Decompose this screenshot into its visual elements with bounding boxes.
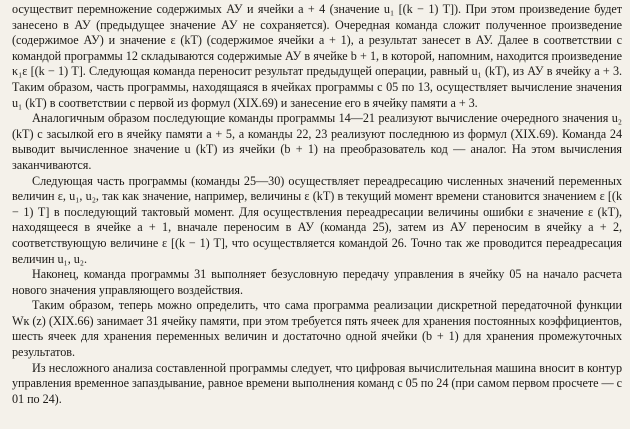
paragraph-5: Таким образом, теперь можно определить, что сама программа реализации дискретной передаточной функции Wк (z) (XIX.66) занимает 31 ячейку памяти, при этом требуется пять ячеек для хранения постоянных коэффициентов, шесть ячеек для хранения переменных величин и достаточно одной ячейки (b + 1) для хранения промежуточных результатов. — [12, 298, 622, 360]
paragraph-6: Из несложного анализа составленной программы следует, что цифровая вычислительная машина вносит в контур управления временное запаздывание, равное времени выполнения команд с 05 по 24 (при самом первом просчете — с 01 по 24). — [12, 360, 622, 406]
paragraph-4: Наконец, команда программы 31 выполняет безусловную передачу управления в ячейку 05 на начало расчета нового значения управляющего воздействия. — [12, 267, 622, 297]
paragraph-2: Аналогичным образом последующие команды программы 14—21 реализуют вычисление очередного значения u₂ (kT) с засылкой его в ячейку памяти a + 5, а команды 22, 23 реализуют последнюю из формул (XIX.69). Команда 24 выводит вычисленное значение u (kT) из ячейки (b + 1) на преобразователь код — аналог. На этом вычисления заканчиваются. — [12, 111, 622, 172]
paragraph-1: осуществит перемножение содержимых АУ и ячейки a + 4 (значение u₁ [(k − 1) T]). При этом произведение будет занесено в АУ (предыдущее значение АУ не сохраняется). Очередная команда сложит полученное произведение (содержимое АУ) и значение ε (kT) (содержимое ячейки a + 1), а результат занесет в АУ. Далее в соответствии с командой программы 12 складываются содержимые АУ в ячейке b + 1, в которой, напомним, находится произведение κ₁ε [(k − 1) T]. Следующая команда переносит результат предыдущей операции, равный u₁ (kT), из АУ в ячейку a + 3. Таким образом, часть программы, находящаяся в ячейках программы с 05 по 13, осуществляет вычисление значения u₁ (kT) в соответствии с первой из формул (XIX.69) и занесение его в ячейку памяти a + 3. — [12, 2, 622, 110]
paragraph-3: Следующая часть программы (команды 25—30) осуществляет переадресацию численных значений переменных величин ε, u₁, u₂, так как значение, например, величины ε (kT) в текущий момент времени становится значением ε [(k − 1) T] в последующий тактовый момент. Для осуществления переадресации величины ошибки ε значение ε (kT), находящееся в ячейке a + 1, вначале переносим в АУ (команда 25), затем из АУ переносим в ячейку a + 2, соответствующую величине ε [(k − 1) T], что осуществляется командой 26. Точно так же проводится переадресация величин u₁, u₂. — [12, 173, 622, 266]
